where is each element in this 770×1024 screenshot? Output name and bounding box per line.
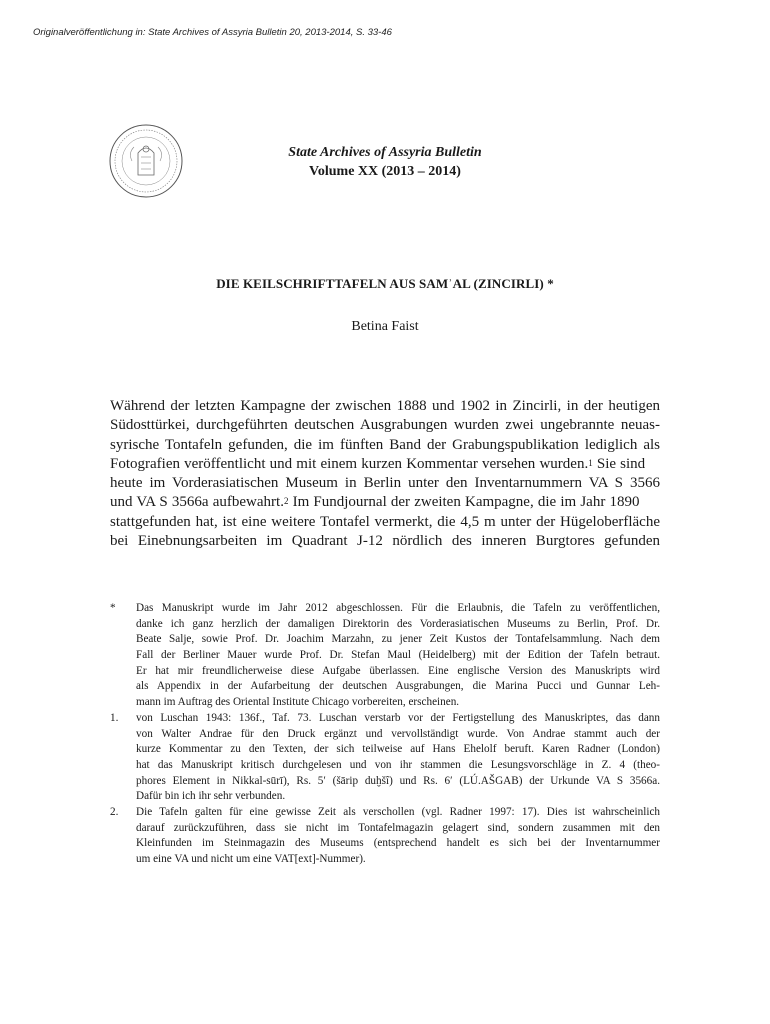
footnote-line: Beate Salje, sowie Prof. Dr. Joachim Marzahn, zu jener Zeit Kustos der Tontafelsammlung. Nach dem xyxy=(136,633,660,646)
body-line-text: Sie sind xyxy=(592,455,646,472)
body-line-text: und VA S 3566a aufbewahrt. xyxy=(110,494,284,511)
body-line-text: Fotografien veröffentlicht und mit einem kurzen Kommentar versehen wurden. xyxy=(110,455,589,472)
footnote-line: phores Element in Nikkal-sūrī), Rs. 5′ (šārip duḫšî) und Rs. 6′ (LÚ.AŠGAB) der Urkunde VA S 3566a. xyxy=(136,774,660,787)
footnote-line: Das Manuskript wurde im Jahr 2012 abgeschlossen. Für die Erlaubnis, die Tafeln zu veröffentlichen, xyxy=(136,602,660,614)
footnotes xyxy=(110,601,660,868)
journal-volume: Volume XX (2013 – 2014) xyxy=(309,164,461,179)
footnote-1 xyxy=(110,711,660,805)
body-line: syrische Tontafeln gefunden, die im fünften Band der Grabungspublikation lediglich als xyxy=(110,436,660,453)
journal-name: State Archives of Assyria Bulletin xyxy=(288,145,482,160)
footnote-ref-2[interactable]: 2 xyxy=(283,496,289,507)
footnote-mark: 1. xyxy=(110,711,119,724)
footnote-line: Die Tafeln galten für eine gewisse Zeit als verschollen (vgl. Radner 1997: 17). Dies ist wahrscheinlich xyxy=(136,805,660,818)
article-author: Betina Faist xyxy=(351,319,419,334)
source-note: Originalveröffentlichung in: State Archives of Assyria Bulletin 20, 2013-2014, S. 33-46 xyxy=(33,27,392,38)
footnote-line: Er hat mir freundlicherweise diese Aufgabe überlassen. Eine englische Version des Manuskripts wird xyxy=(136,664,660,677)
footnote-line: um eine VA und nicht um eine VAT[ext]-Nummer). xyxy=(136,853,366,865)
footnote-ref-1[interactable]: 1 xyxy=(588,457,593,468)
footnote-2 xyxy=(110,805,660,868)
body-line xyxy=(110,493,660,512)
article-title: DIE KEILSCHRIFTTAFELN AUS SAMʾAL (ZINCIRLI) * xyxy=(216,276,554,291)
footnote-line: Fall der Berliner Mauer wurde Prof. Dr. Stefan Maul (Heidelberg) mit der Edition der Tafeln betraut. xyxy=(136,649,660,662)
body-paragraph xyxy=(110,397,660,551)
footnote-line: darauf zurückzuführen, dass sie nicht im Tontafelmagazin gelagert sind, sondern zusammen mit den xyxy=(136,821,660,834)
footnote-line: kurze Kommentar zu den Texten, der sich teilweise auf Hans Ehelolf beruft. Karen Radner (London) xyxy=(136,743,660,756)
journal-seal-logo xyxy=(108,123,184,199)
footnote-mark: * xyxy=(110,602,116,614)
footnote-line: von Luschan 1943: 136f., Taf. 73. Luschan verstarb vor der Fertigstellung des Manuskriptes, das dann xyxy=(136,711,660,724)
footnote-mark: 2. xyxy=(110,805,119,818)
footnote-star xyxy=(110,601,660,711)
body-line: Während der letzten Kampagne der zwischen 1888 und 1902 in Zincirli, in der heutigen xyxy=(110,398,660,414)
footnote-line: mann im Auftrag des Oriental Institute Chicago vorbereiten, erscheinen. xyxy=(136,696,460,709)
footnote-line: hat das Manuskript kritisch durchgelesen und von ihr stammen die Lesungsvorschläge in Z. 4 (theo- xyxy=(136,758,660,771)
body-line-text: Im Fundjournal der zweiten Kampagne, die im Jahr 1890 xyxy=(288,494,640,511)
footnote-line: von Walter Andrae für den Druck ergänzt und vervollständigt wurde. Von Andrae stammt auch der xyxy=(136,727,660,740)
body-line xyxy=(110,455,660,474)
body-line: stattgefunden hat, ist eine weitere Tontafel vermerkt, die 4,5 m unter der Hügeloberfläche xyxy=(110,513,660,530)
body-line: bei Einebnungsarbeiten im Quadrant J-12 nördlich des inneren Burgtores gefunden xyxy=(110,533,660,550)
body-line: heute im Vorderasiatischen Museum in Berlin unter den Inventarnummern VA S 3566 xyxy=(110,475,660,492)
body-line: Südosttürkei, durchgeführten deutschen Ausgrabungen wurden zwei ungebrannte neuas- xyxy=(110,417,660,434)
footnote-line: Dafür bin ich ihr sehr verbunden. xyxy=(136,790,286,803)
footnote-line: Kleinfunden im Steinmagazin des Museums (entsprechend handelt es sich bei der Inventarnummer xyxy=(136,837,660,850)
footnote-line: danke ich ganz herzlich der damaligen Direktorin des Vorderasiatischen Museums zu Berlin, Prof. Dr. xyxy=(136,617,660,630)
footnote-line: als Appendix in der Aufarbeitung der deutschen Ausgrabungen, die Marina Pucci und Gunnar Leh- xyxy=(136,680,660,693)
